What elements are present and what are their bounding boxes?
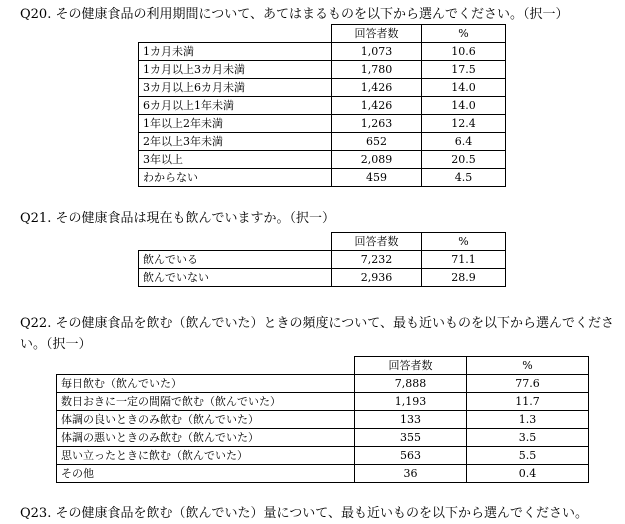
- table-row: [57, 375, 589, 393]
- row-label: 体調の良いときのみ飲む（飲んでいた）: [57, 411, 355, 429]
- table-row: [57, 411, 589, 429]
- row-label: 3カ月以上6カ月未満: [139, 79, 332, 97]
- header-blank-cell: [57, 357, 355, 375]
- table-row: [57, 429, 589, 447]
- header-blank-cell: [139, 233, 332, 251]
- table-row: [139, 133, 506, 151]
- row-count: 7,232: [332, 251, 422, 269]
- row-count: 2,089: [332, 151, 422, 169]
- header-pct: %: [422, 233, 506, 251]
- table-header-row: [57, 357, 589, 375]
- row-label: 1年以上2年未満: [139, 115, 332, 133]
- row-count: 133: [355, 411, 467, 429]
- row-count: 1,426: [332, 97, 422, 115]
- row-count: 36: [355, 465, 467, 483]
- table-row: [139, 115, 506, 133]
- row-label: 1カ月以上3カ月未満: [139, 61, 332, 79]
- header-count: 回答者数: [355, 357, 467, 375]
- row-pct: 6.4: [422, 133, 506, 151]
- q20-question: Q20. その健康食品の利用期間について、あてはまるものを以下から選んでください。（択一）: [20, 7, 569, 22]
- row-pct: 77.6: [467, 375, 589, 393]
- table-row: [57, 447, 589, 465]
- row-pct: 71.1: [422, 251, 506, 269]
- row-pct: 5.5: [467, 447, 589, 465]
- row-count: 1,426: [332, 79, 422, 97]
- row-pct: 28.9: [422, 269, 506, 287]
- q21-question: Q21. その健康食品は現在も飲んでいますか。（択一）: [20, 211, 335, 226]
- q20-table: [138, 24, 506, 187]
- row-label: 数日おきに一定の間隔で飲む（飲んでいた）: [57, 393, 355, 411]
- row-count: 563: [355, 447, 467, 465]
- row-count: 1,073: [332, 43, 422, 61]
- table-row: [139, 97, 506, 115]
- row-pct: 1.3: [467, 411, 589, 429]
- table-row: [57, 393, 589, 411]
- row-count: 355: [355, 429, 467, 447]
- row-count: 1,780: [332, 61, 422, 79]
- row-count: 652: [332, 133, 422, 151]
- row-pct: 12.4: [422, 115, 506, 133]
- row-count: 1,193: [355, 393, 467, 411]
- row-pct: 4.5: [422, 169, 506, 187]
- row-label: 毎日飲む（飲んでいた）: [57, 375, 355, 393]
- row-pct: 17.5: [422, 61, 506, 79]
- table-row: [139, 151, 506, 169]
- row-label: 体調の悪いときのみ飲む（飲んでいた）: [57, 429, 355, 447]
- q22-question: Q22. その健康食品を飲む（飲んでいた）ときの頻度について、最も近いものを以下から選んでください。（択一）: [20, 316, 614, 352]
- q23-question-partial: Q23. その健康食品を飲む（飲んでいた）量について、最も近いものを以下から選んでください。: [20, 506, 588, 521]
- row-count: 7,888: [355, 375, 467, 393]
- row-pct: 14.0: [422, 79, 506, 97]
- header-pct: %: [422, 25, 506, 43]
- row-pct: 10.6: [422, 43, 506, 61]
- row-label: 思い立ったときに飲む（飲んでいた）: [57, 447, 355, 465]
- table-row: [139, 251, 506, 269]
- row-label: わからない: [139, 169, 332, 187]
- row-label: 6カ月以上1年未満: [139, 97, 332, 115]
- row-label: 3年以上: [139, 151, 332, 169]
- row-pct: 11.7: [467, 393, 589, 411]
- row-label: 飲んでいる: [139, 251, 332, 269]
- table-row: [57, 465, 589, 483]
- header-count: 回答者数: [332, 25, 422, 43]
- header-count: 回答者数: [332, 233, 422, 251]
- row-count: 2,936: [332, 269, 422, 287]
- row-label: 飲んでいない: [139, 269, 332, 287]
- q22-table: [56, 356, 589, 483]
- table-row: [139, 79, 506, 97]
- row-pct: 14.0: [422, 97, 506, 115]
- table-row: [139, 43, 506, 61]
- row-count: 1,263: [332, 115, 422, 133]
- table-row: [139, 269, 506, 287]
- table-header-row: [139, 25, 506, 43]
- table-row: [139, 169, 506, 187]
- table-header-row: [139, 233, 506, 251]
- q21-table: [138, 232, 506, 287]
- header-blank-cell: [139, 25, 332, 43]
- row-pct: 20.5: [422, 151, 506, 169]
- row-pct: 0.4: [467, 465, 589, 483]
- row-count: 459: [332, 169, 422, 187]
- row-pct: 3.5: [467, 429, 589, 447]
- table-row: [139, 61, 506, 79]
- row-label: その他: [57, 465, 355, 483]
- header-pct: %: [467, 357, 589, 375]
- row-label: 1カ月未満: [139, 43, 332, 61]
- row-label: 2年以上3年未満: [139, 133, 332, 151]
